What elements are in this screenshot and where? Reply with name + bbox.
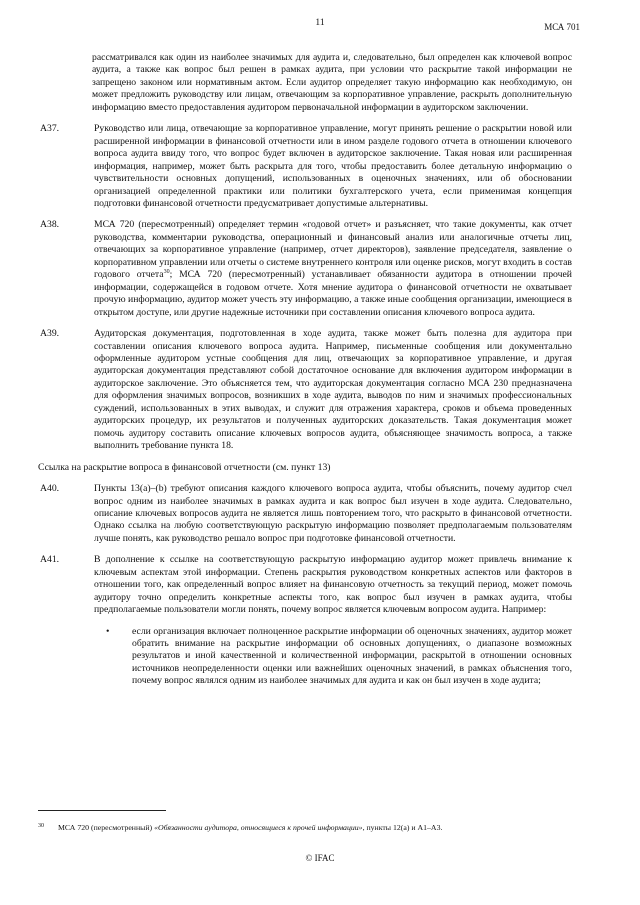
footnote-reference: 30	[163, 269, 170, 276]
footnote	[38, 823, 578, 832]
list-item	[92, 626, 572, 688]
paragraph-number: A39.	[40, 328, 60, 340]
paragraph-text	[94, 219, 572, 319]
paragraph-text: Руководство или лица, отвечающие за корпоративное управление, могут принять решение о раскрытии новой или расширенной информации в финансовой отчетности или в ином разделе годового отчета в отношении ключевого вопроса аудита ввиду того, что вопрос будет включен в аудиторское заключение. Такая новая или расширенная информация, например, может быть раскрыта для того, чтобы предоставить более детальную информацию о чувствительности основных допущений, использованных в оценочных значениях, или об обосновании организацией определенной практики или политики бухгалтерского учета, если применимая концепция подготовки финансовой отчетности предусматривает допустимые альтернативы.	[94, 123, 572, 209]
paragraph-number: A41.	[40, 554, 60, 566]
footnote-number: 30	[38, 823, 44, 829]
page-body	[38, 52, 572, 694]
paragraph-text: Пункты 13(a)–(b) требуют описания каждого ключевого вопроса аудита, чтобы объяснить, почему аудитор счел вопрос одним из наиболее значимых в рамках аудита и как вопрос был изучен в ходе аудита. Следовательно, описание ключевых вопросов аудита не является лишь повторением того, что раскрыто в финансовой отчетности. Однако ссылка на любую соответствующую раскрытую информацию позволяет предполагаемым пользователям лучше понять, как руководство решало вопрос при подготовке финансовой отчетности.	[94, 483, 572, 544]
document-code: МСА 701	[544, 22, 580, 32]
paragraph-a41	[38, 554, 572, 616]
paragraph-number: A38.	[40, 219, 60, 231]
paragraph-text: Аудиторская документация, подготовленная в ходе аудита, также может быть полезна для аудитора при составлении описания ключевого вопроса аудита. Например, письменные сообщения или документально оформленные аудитором устные сообщения для лиц, отвечающих за корпоративное управление, и другая аудиторская документация представляют собой достаточное основание для включения аудитором информации в аудиторское заключение. Это объясняется тем, что аудиторская документация согласно МСА 230 предназначена для оформления значимых вопросов, возникших в ходе аудита, выводов по ним и значимых профессиональных суждений, использованных в этих выводах, и служит для отражения характера, сроков и объема проведенных аудиторских процедур, их результатов и полученных аудиторских доказательств. Такая документация может помочь аудитору составить описание ключевых вопросов аудита, объясняющее значимость вопроса, а также выполнить требование пункта 18.	[94, 328, 572, 452]
paragraph-number: A37.	[40, 123, 60, 135]
bullet-list	[38, 626, 572, 688]
footnote-divider	[38, 810, 166, 811]
footnote-reference-title: «Обязанности аудитора, относящиеся к прочей информации»	[154, 823, 363, 832]
continued-paragraph: рассматривался как один из наиболее значимых для аудита и, следовательно, был определен как ключевой вопрос аудита, а также как вопрос был решен в рамках аудита, при условии что раскрытие такой информации не запрещено законом или нормативным актом. Если аудитор определяет такую информацию как необходимую, он может предложить руководству или лицам, отвечающим за корпоративное управление, раскрыть дополнительную информацию вместо предоставления аудитором первоначальной информации в аудиторском заключении.	[92, 52, 572, 113]
footnote-suffix: , пункты 12(a) и A1–A3.	[362, 823, 443, 832]
section-heading: Ссылка на раскрытие вопроса в финансовой отчетности (см. пункт 13)	[38, 461, 331, 473]
footnote-text	[58, 823, 442, 832]
paragraph-a38	[38, 219, 572, 319]
bullet-text: если организация включает полноценное раскрытие информации об оценочных значениях, аудитор может обратить внимание на раскрытие информации об основных допущениях, о диапазоне возможных результатов и иной качественной и количественной информации, раскрытой в отношении основных источников неопределенности оценки или важнейших оценочных значений, в рамках объяснения того, почему вопрос являлся одним из наиболее значимых для аудита и как он был изучен в ходе аудита;	[132, 625, 572, 687]
footnote-prefix: МСА 720 (пересмотренный)	[58, 823, 155, 832]
paragraph-number: A40.	[40, 483, 60, 495]
paragraph-a40	[38, 483, 572, 545]
page-number: 11	[315, 18, 325, 28]
bullet-marker: •	[106, 625, 110, 637]
paragraph-text-part: ; МСА 720 (пересмотренный) устанавливает обязанности аудитора в отношении прочей информации, содержащейся в годовом отчете. Хотя мнение аудитора о финансовой отчетности не охватывает прочую информацию, аудитор может учесть эту информацию, а также иные сообщения организации, имеющиеся в открытом доступе, или другие надежные источники при составлении описания ключевого вопроса аудита.	[94, 269, 572, 318]
paragraph-text-part: МСА 720 (пересмотренный) определяет термин «годовой отчет» и разъясняет, что такие документы, как отчет руководства, комментарии руководства, операционный и финансовый анализ или аналогичные отчеты лиц, отвечающих за корпоративное управление (например, отчет директоров), заявление председателя, заявление о корпоративном управлении или отчеты о системе внутреннего контроля или оценке рисков, могут входить в состав годового отчета	[94, 219, 572, 281]
footer-copyright: © IFAC	[305, 853, 335, 863]
paragraph-a39	[38, 328, 572, 453]
paragraph-text: В дополнение к ссылке на соответствующую раскрытую информацию аудитор может привлечь внимание к ключевым аспектам этой информации. Степень раскрытия руководством конкретных аспектов или факторов в отношении того, как определенный вопрос влияет на финансовую отчетность за текущий период, может помочь аудитору точно определить конкретные аспекты того, как вопрос был изучен в рамках аудита, чтобы предполагаемые пользователи могли понять, почему вопрос является ключевым вопросом аудита. Например:	[94, 554, 572, 616]
paragraph-a37	[38, 123, 572, 210]
